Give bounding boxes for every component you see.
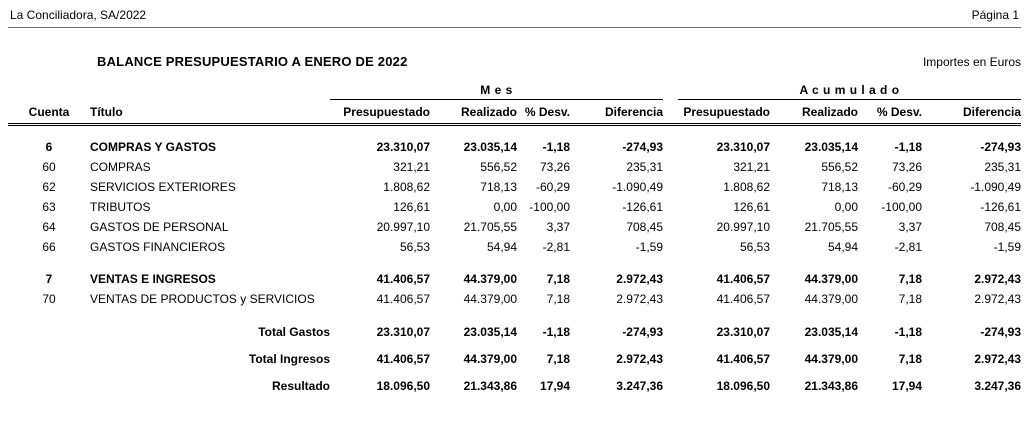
acum-realizado-cell: 54,94 [827, 239, 859, 254]
mes-desv-cell: -100,00 [529, 199, 570, 214]
acum-diferencia-cell: 2.972,43 [974, 271, 1022, 286]
acum-desv-cell: 17,94 [891, 379, 923, 393]
column-header-row [8, 100, 1021, 125]
column-gap [663, 346, 678, 373]
company-name: La Conciliadora, SA/2022 [10, 8, 147, 22]
acum-realizado-cell: 718,13 [821, 179, 859, 194]
acum-diferencia-cell: 708,45 [984, 219, 1022, 234]
acum-desv-cell: 7,18 [898, 291, 923, 306]
column-gap [663, 269, 678, 289]
mes-presupuestado-cell: 23.310,07 [376, 139, 430, 154]
titulo-cell: GASTOS FINANCIEROS [90, 239, 226, 254]
report-title: BALANCE PRESUPUESTARIO A ENERO DE 2022 [97, 54, 408, 69]
mes-desv-cell: -60,29 [535, 179, 570, 194]
mes-desv-cell: -1,18 [542, 325, 570, 339]
mes-presupuestado-cell: 321,21 [393, 159, 430, 174]
total-label: Resultado [271, 379, 330, 393]
mes-diferencia-cell: 2.972,43 [616, 271, 664, 286]
titulo-cell: VENTAS E INGRESOS [90, 271, 216, 286]
acum-realizado-cell: 44.379,00 [804, 271, 859, 286]
mes-realizado-cell: 44.379,00 [463, 291, 517, 306]
cuenta-cell: 7 [45, 271, 53, 286]
col-header-mes-desv: % Desv. [517, 100, 570, 125]
acum-diferencia-cell: -274,93 [980, 139, 1022, 154]
acum-diferencia-cell: -126,61 [980, 199, 1022, 214]
acum-presupuestado-cell: 18.096,50 [716, 379, 771, 393]
table-row [8, 197, 1021, 217]
table-row [8, 177, 1021, 197]
acum-presupuestado-cell: 23.310,07 [716, 139, 771, 154]
total-row [8, 319, 1021, 346]
acum-presupuestado-cell: 23.310,07 [716, 325, 771, 339]
units-label: Importes en Euros [922, 55, 1021, 69]
titulo-cell: VENTAS DE PRODUCTOS y SERVICIOS [90, 291, 315, 306]
mes-realizado-cell: 23.035,14 [463, 139, 517, 154]
mes-presupuestado-cell: 18.096,50 [376, 379, 430, 393]
column-gap [663, 157, 678, 177]
mes-diferencia-cell: -274,93 [622, 325, 664, 339]
cuenta-cell: 6 [45, 139, 53, 154]
mes-realizado-cell: 54,94 [486, 239, 517, 254]
acum-realizado-cell: 21.705,55 [804, 219, 859, 234]
acum-desv-cell: -1,18 [894, 139, 923, 154]
column-gap [663, 217, 678, 237]
acum-presupuestado-cell: 41.406,57 [716, 352, 771, 366]
cuenta-cell [8, 373, 90, 400]
titulo-cell: COMPRAS [90, 159, 151, 174]
table-row [8, 217, 1021, 237]
page-header [8, 0, 1021, 28]
col-header-acum-presupuestado: Presupuestado [678, 100, 770, 125]
acum-presupuestado-cell: 56,53 [739, 239, 771, 254]
col-header-titulo: Título [90, 100, 330, 125]
column-gap [663, 83, 678, 100]
mes-desv-cell: 3,37 [546, 219, 570, 234]
total-row [8, 373, 1021, 400]
mes-presupuestado-cell: 126,61 [393, 199, 430, 214]
mes-realizado-cell: 556,52 [480, 159, 517, 174]
mes-realizado-cell: 44.379,00 [463, 352, 517, 366]
group-header-mes: M e s [330, 83, 663, 100]
column-gap [663, 137, 678, 157]
mes-desv-cell: 7,18 [546, 352, 570, 366]
acum-desv-cell: 3,37 [898, 219, 923, 234]
column-gap [663, 177, 678, 197]
group-header-acumulado: A c u m u l a d o [678, 83, 1021, 100]
acum-presupuestado-cell: 41.406,57 [716, 291, 771, 306]
acum-diferencia-cell: 2.972,43 [974, 291, 1022, 306]
table-row [8, 137, 1021, 157]
total-label: Total Gastos [258, 325, 330, 339]
total-label: Total Ingresos [248, 352, 330, 366]
mes-presupuestado-cell: 41.406,57 [376, 271, 430, 286]
acum-realizado-cell: 44.379,00 [804, 291, 859, 306]
column-gap [663, 100, 678, 125]
mes-realizado-cell: 718,13 [480, 179, 517, 194]
mes-presupuestado-cell: 20.997,10 [376, 219, 430, 234]
mes-diferencia-cell: 3.247,36 [616, 379, 664, 393]
mes-presupuestado-cell: 56,53 [399, 239, 430, 254]
acum-presupuestado-cell: 321,21 [733, 159, 771, 174]
mes-realizado-cell: 21.705,55 [463, 219, 517, 234]
acum-diferencia-cell: -1,59 [993, 239, 1022, 254]
acum-realizado-cell: 0,00 [834, 199, 859, 214]
cuenta-cell: 64 [42, 219, 56, 234]
mes-desv-cell: 7,18 [546, 291, 570, 306]
mes-desv-cell: -1,18 [542, 139, 570, 154]
mes-diferencia-cell: -126,61 [622, 199, 664, 214]
col-header-acum-desv: % Desv. [858, 100, 922, 125]
acum-desv-cell: 7,18 [898, 271, 923, 286]
spacer-row [8, 125, 1021, 137]
table-row [8, 237, 1021, 257]
cuenta-cell: 63 [42, 199, 56, 214]
acum-realizado-cell: 556,52 [821, 159, 859, 174]
titulo-cell: SERVICIOS EXTERIORES [90, 179, 236, 194]
acum-diferencia-cell: -274,93 [980, 325, 1022, 339]
mes-diferencia-cell: 2.972,43 [616, 291, 664, 306]
acum-desv-cell: -60,29 [887, 179, 923, 194]
col-header-mes-realizado: Realizado [430, 100, 517, 125]
mes-presupuestado-cell: 41.406,57 [376, 352, 430, 366]
acum-desv-cell: -2,81 [894, 239, 923, 254]
acum-desv-cell: -1,18 [894, 325, 923, 339]
budget-table [8, 83, 1021, 400]
page-number: Página 1 [971, 8, 1019, 22]
table-row [8, 269, 1021, 289]
acum-diferencia-cell: 2.972,43 [974, 352, 1022, 366]
acum-desv-cell: 73,26 [891, 159, 923, 174]
acum-desv-cell: -100,00 [881, 199, 923, 214]
titulo-cell: TRIBUTOS [90, 199, 151, 214]
column-gap [663, 319, 678, 346]
column-gap [663, 373, 678, 400]
mes-presupuestado-cell: 23.310,07 [376, 325, 430, 339]
mes-realizado-cell: 0,00 [493, 199, 517, 214]
total-row [8, 346, 1021, 373]
column-gap [663, 197, 678, 217]
acum-diferencia-cell: 3.247,36 [974, 379, 1022, 393]
acum-desv-cell: 7,18 [898, 352, 923, 366]
acum-realizado-cell: 23.035,14 [804, 325, 859, 339]
spacer-row [8, 257, 1021, 269]
mes-desv-cell: 17,94 [539, 379, 570, 393]
acum-presupuestado-cell: 20.997,10 [716, 219, 771, 234]
cuenta-cell [8, 319, 90, 346]
col-header-cuenta: Cuenta [8, 100, 90, 125]
mes-diferencia-cell: -1.090,49 [612, 179, 664, 194]
mes-realizado-cell: 44.379,00 [463, 271, 517, 286]
report-titlebar [0, 54, 1031, 69]
acum-diferencia-cell: -1.090,49 [970, 179, 1022, 194]
cuenta-cell: 66 [42, 239, 56, 254]
cuenta-cell: 70 [42, 291, 56, 306]
cuenta-cell: 62 [42, 179, 56, 194]
mes-diferencia-cell: 235,31 [626, 159, 664, 174]
mes-diferencia-cell: 2.972,43 [616, 352, 664, 366]
acum-realizado-cell: 23.035,14 [804, 139, 859, 154]
col-header-acum-diferencia: Diferencia [922, 100, 1021, 125]
column-gap [663, 289, 678, 309]
table-row [8, 289, 1021, 309]
col-header-acum-realizado: Realizado [770, 100, 858, 125]
mes-presupuestado-cell: 1.808,62 [383, 179, 430, 194]
acum-diferencia-cell: 235,31 [984, 159, 1022, 174]
cuenta-cell [8, 346, 90, 373]
acum-realizado-cell: 44.379,00 [804, 352, 859, 366]
mes-diferencia-cell: 708,45 [626, 219, 664, 234]
spacer-row [8, 309, 1021, 319]
table-row [8, 157, 1021, 177]
mes-presupuestado-cell: 41.406,57 [376, 291, 430, 306]
mes-diferencia-cell: -1,59 [635, 239, 664, 254]
mes-desv-cell: -2,81 [542, 239, 570, 254]
cuenta-cell: 60 [42, 159, 56, 174]
mes-desv-cell: 73,26 [539, 159, 570, 174]
col-header-mes-presupuestado: Presupuestado [330, 100, 430, 125]
col-header-mes-diferencia: Diferencia [570, 100, 663, 125]
mes-realizado-cell: 23.035,14 [463, 325, 517, 339]
acum-presupuestado-cell: 41.406,57 [716, 271, 771, 286]
mes-diferencia-cell: -274,93 [622, 139, 664, 154]
titulo-cell: COMPRAS Y GASTOS [90, 139, 217, 154]
mes-realizado-cell: 21.343,86 [463, 379, 517, 393]
titulo-cell: GASTOS DE PERSONAL [90, 219, 229, 234]
column-gap [663, 237, 678, 257]
group-header-row [8, 83, 1021, 100]
acum-realizado-cell: 21.343,86 [804, 379, 859, 393]
group-header-spacer [8, 83, 330, 100]
acum-presupuestado-cell: 1.808,62 [723, 179, 771, 194]
mes-desv-cell: 7,18 [546, 271, 570, 286]
acum-presupuestado-cell: 126,61 [733, 199, 771, 214]
